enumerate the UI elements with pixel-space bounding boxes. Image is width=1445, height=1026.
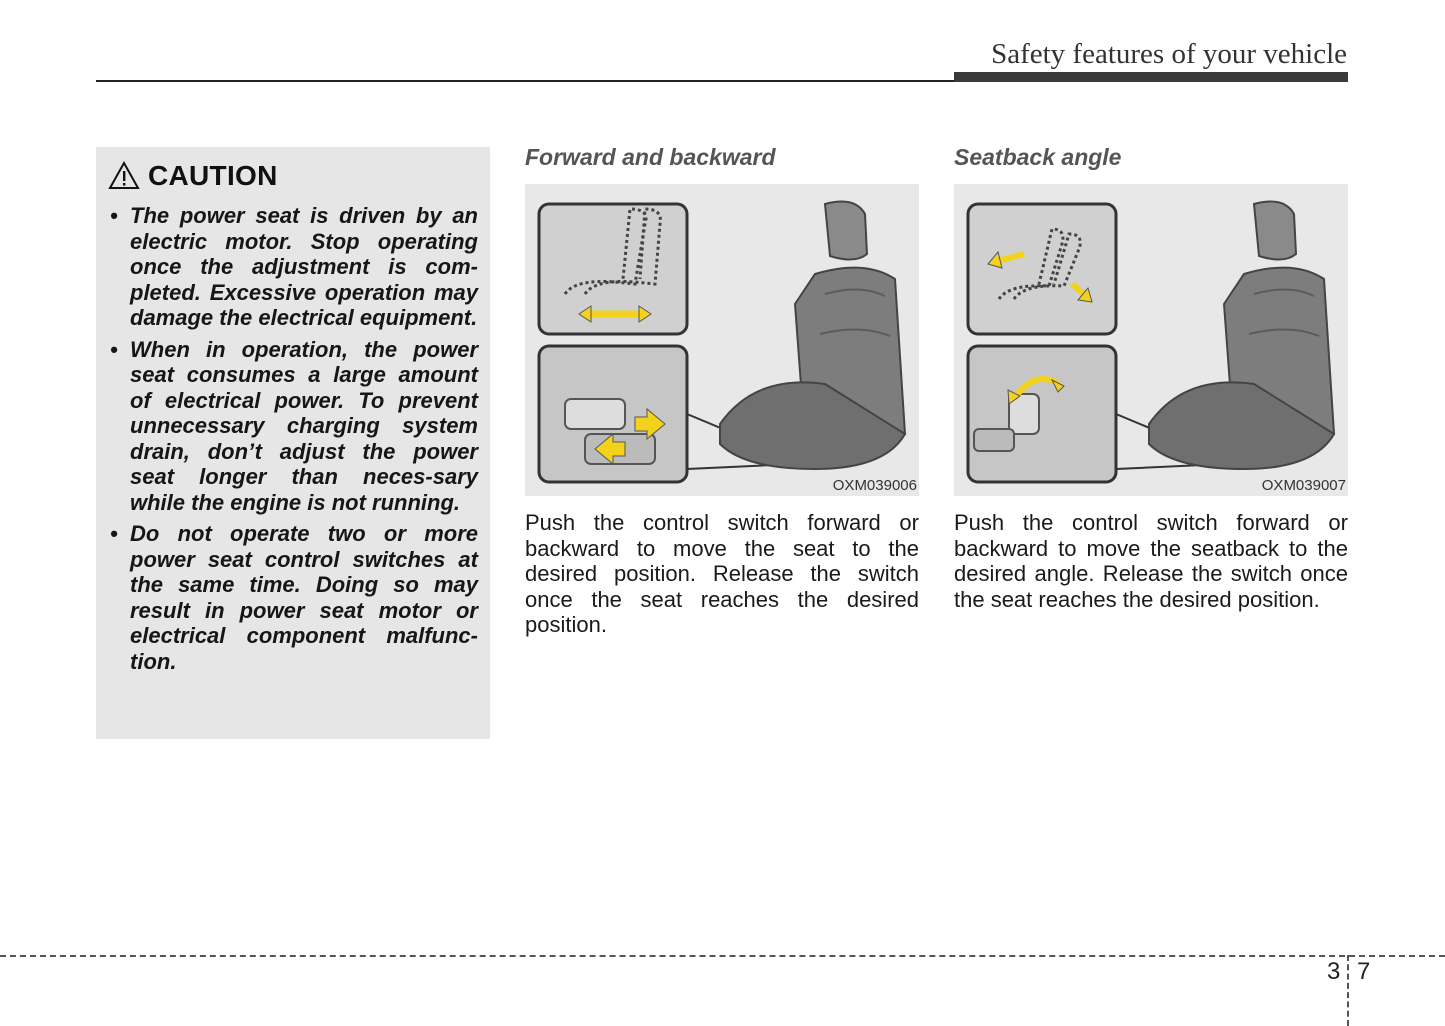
seat-figure-forward-backward <box>525 184 919 496</box>
section-seatback-angle <box>954 142 1348 612</box>
caution-item-text: Do not operate two or more power seat control switches at the same time. Doing so may result in power seat motor or electrical component malfunc-tion. <box>130 521 478 674</box>
caution-item-text: When in operation, the power seat consumes a large amount of electrical power. To prevent unnecessary charging system drain, don’t adjust the power seat longer than neces-sary while the engine is not running. <box>130 336 478 515</box>
seat-illustration <box>525 184 919 496</box>
page-number: 7 <box>1357 958 1371 985</box>
inset-seat-diagram <box>968 204 1116 334</box>
section-forward-backward <box>525 142 919 638</box>
warning-triangle-icon <box>108 161 140 191</box>
section-title: Forward and backward <box>525 144 776 170</box>
inset-switch-closeup <box>968 346 1116 482</box>
figure-code: OXM039007 <box>1261 477 1346 494</box>
header-accent-bar <box>954 72 1348 82</box>
page-number-divider <box>1347 955 1349 1026</box>
section-body-text: Push the control switch forward or backward to move the seat to the desired position. Release the switch once the seat reaches the desired position. <box>525 510 919 637</box>
figure-code: OXM039006 <box>832 477 917 494</box>
caution-item <box>108 337 478 516</box>
caution-item <box>108 203 478 331</box>
caution-item-text: The power seat is driven by an electric motor. Stop operating once the adjustment is com-pleted. Excessive operation may damage the electrical equipment. <box>130 203 478 330</box>
seat-figure-seatback-angle <box>954 184 1348 496</box>
bullet: • <box>110 521 118 546</box>
section-number: 3 <box>1327 958 1341 985</box>
seat-headrest <box>1254 202 1296 260</box>
bullet: • <box>110 203 118 228</box>
bullet: • <box>110 336 118 362</box>
caution-box <box>96 147 490 739</box>
caution-heading <box>108 157 478 195</box>
page-header-title: Safety features of your vehicle <box>991 38 1347 70</box>
footer-rule <box>0 955 1445 957</box>
section-title: Seatback angle <box>954 144 1122 170</box>
caution-title: CAUTION <box>148 160 278 191</box>
seat-illustration <box>954 184 1348 496</box>
caution-item <box>108 521 478 674</box>
section-body-text: Push the control switch forward or backward to move the seatback to the desired angle. Release the switch once the seat reaches the desired position. <box>954 510 1348 612</box>
seat-headrest <box>825 202 867 260</box>
caution-list <box>108 203 478 674</box>
